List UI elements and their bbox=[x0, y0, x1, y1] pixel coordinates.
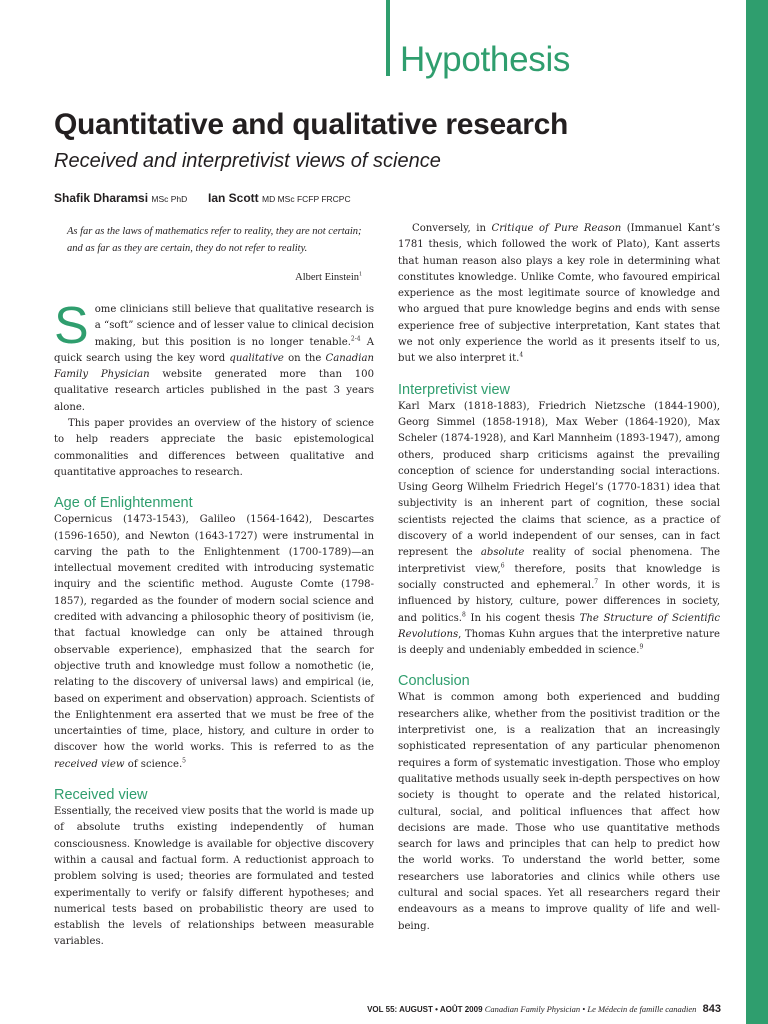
drop-cap: S bbox=[54, 297, 89, 355]
article-subtitle: Received and interpretivist views of science bbox=[54, 150, 441, 172]
right-column bbox=[398, 221, 720, 935]
epigraph-quote: As far as the laws of mathematics refer to reality, they are not certain; and as far as they are certain, they do not refer to reality. bbox=[67, 226, 362, 254]
conclusion-paragraph: What is common among both experienced and budding researchers alike, whether from the positivist tradition or the interpretivist one, is a realization that an increasingly sophisticated representation of any particular phenomenon requires a form of systematic investigation. Those who employ qualitative methods usually seek in-depth perspectives on how society is thought to operate and the related historical, cultural, social, and political influences that affect how decisions are made. Those who use quantitative methods search for laws and principles that can help to predict how the world works. To understand the world better, some researchers use laboratories and clinics while others use cultural and social spaces. Yet all researchers regard their endeavours as a means to improve quality of life and well-being. bbox=[398, 692, 720, 932]
section-heading-conclusion: Conclusion bbox=[398, 673, 470, 690]
author-credentials: MSc PhD bbox=[151, 194, 188, 204]
section-heading-interpretivist-view: Interpretivist view bbox=[398, 381, 511, 398]
epigraph-author: Albert Einstein$^1$ bbox=[295, 271, 362, 283]
intro-paragraph-2: This paper provides an overview of the history of science to help readers appreciate the basic epistemological commonalities and differences between qualitative and quantitative approaches to research. bbox=[54, 418, 374, 478]
intro-paragraph: Some clinicians still believe that qualitative research is a “soft” science and of lesser value to clinical decision making, but this position is no longer tenable.$^{2-4}$ A quick search using the key word qualitative on the Canadian Family Physician website generated more than 100 qualitative research articles published in the past 3 years alone. bbox=[54, 297, 375, 413]
section-heading-enlightenment: Age of Enlightenment bbox=[54, 495, 193, 512]
received-view-paragraph: Essentially, the received view posits that the world is made up of absolute truths existing independently of human consciousness. Knowledge is available for objective discovery within a causal and factual form. A reductionist approach to problem solving is used; theories are formulated and tested experimentally to verify or falsify different hypotheses; and numerical tests based on probabilistic theory are used to establish the levels of relationships between measurable variables. bbox=[54, 806, 374, 948]
article-title: Quantitative and qualitative research bbox=[54, 108, 569, 141]
author-line bbox=[54, 191, 351, 205]
author-name: Ian Scott bbox=[207, 191, 259, 205]
conversely-paragraph: Conversely, in Critique of Pure Reason (Immanuel Kant’s 1781 thesis, which followed the work of Plato), Kant asserts that human reason also plays a key role in determining what constitutes knowledge. Unlike Comte, who favoured empirical experience as the most legitimate source of knowledge and who argued that pure knowledge begins and ends with sense experience free of subjective interpretation, Kant states that we not only experience the world as it presents itself to us, but we also interpret it.$^4$ bbox=[398, 223, 721, 365]
enlightenment-paragraph: Copernicus (1473-1543), Galileo (1564-1642), Descartes (1596-1650), and Newton (1643-1727) were instrumental in carving the path to the Enlightenment (1700-1789)—an intellectual movement credited with introducing systematic inquiry and the scientific method. Auguste Comte (1798-1857), regarded as the founder of modern social science and credited with advancing a philosophic theory of positivism (ie, that factual knowledge can only be attained through observable experience), emphasized that the search for objective truth and knowledge must follow a nomothetic (ie, relating to the discovery of universal laws) and empirical (ie, based on experiment and observation) approach. Scientists of the Enlightenment era asserted that we must be free of the uncertainties of time, place, history, and culture in order to discover how the world works. This is referred to as the received view of science.$^5$ bbox=[54, 514, 374, 770]
section-rule bbox=[386, 0, 390, 76]
author-name: Shafik Dharamsi bbox=[54, 191, 149, 205]
page-footer bbox=[336, 1003, 721, 1015]
page-number: 843 bbox=[702, 1003, 721, 1015]
page-edge-color-strip bbox=[746, 0, 768, 1024]
volume-info: VOL 55: AUGUST • AOÛT 2009 bbox=[367, 1005, 483, 1014]
left-column bbox=[54, 297, 375, 951]
interpretivist-paragraph: Karl Marx (1818-1883), Friedrich Nietzsche (1844-1900), Georg Simmel (1858-1918), Max Weber (1864-1920), Max Scheler (1874-1928), and Karl Mannheim (1893-1947), among others, produced sharp criticisms against the prevailing conception of science for understanding social interactions. Using Georg Wilhelm Friedrich Hegel’s (1770-1831) idea that subjectivity is an inherent part of cognition, these social scientists rejected the claims that science, as a practice of discovery of a world independent of our senses, can in fact represent the absolute reality of social phenomena. The interpretivist view,$^6$ therefore, posits that knowledge is socially constructed and ephemeral.$^7$ In other words, it is influenced by history, culture, power differences in society, and politics.$^8$ In his cogent thesis The Structure of Scientific Revolutions, Thomas Kuhn argues that the interpretive nature is deeply and undeniably embedded in science.$^9$ bbox=[398, 400, 721, 657]
section-label: Hypothesis bbox=[400, 40, 571, 79]
section-heading-received-view: Received view bbox=[54, 787, 148, 804]
journal-name: Canadian Family Physician • Le Médecin de famille canadien bbox=[484, 1004, 697, 1014]
author-credentials: MD MSc FCFP FRCPC bbox=[262, 194, 351, 204]
